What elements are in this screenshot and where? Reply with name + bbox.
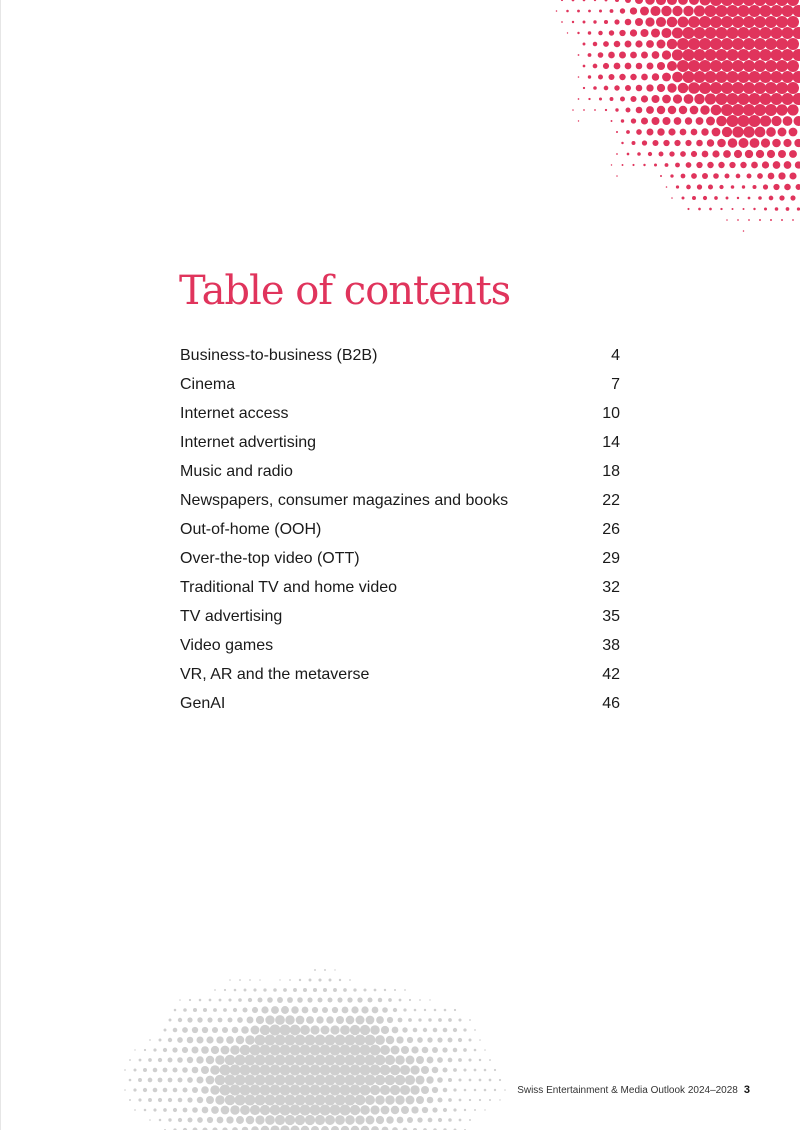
toc-entry-page: 46 [602, 694, 620, 712]
toc-entry-page: 35 [602, 607, 620, 625]
toc-entry-label: VR, AR and the metaverse [180, 665, 370, 683]
toc-entry[interactable] [180, 544, 620, 573]
toc-entry[interactable] [180, 689, 620, 718]
toc-entry[interactable] [180, 457, 620, 486]
toc-entry[interactable] [180, 370, 620, 399]
toc-entry-page: 14 [602, 433, 620, 451]
toc-entry-label: Internet access [180, 404, 289, 422]
toc-entry[interactable] [180, 515, 620, 544]
toc-list [180, 341, 620, 718]
toc-entry-label: Over-the-top video (OTT) [180, 549, 360, 567]
halftone-pattern-bottom [120, 960, 540, 1130]
toc-entry-label: Out-of-home (OOH) [180, 520, 322, 538]
halftone-pattern-top [540, 0, 800, 250]
toc-entry-label: Video games [180, 636, 274, 654]
toc-entry-page: 42 [602, 665, 620, 683]
footer-page-number: 3 [743, 1084, 750, 1096]
page-footer [517, 1084, 750, 1096]
toc-entry-label: Business-to-business (B2B) [180, 346, 378, 364]
toc-entry-page: 4 [611, 346, 620, 364]
toc-entry-label: TV advertising [180, 607, 283, 625]
toc-entry-label: Music and radio [180, 462, 293, 480]
toc-entry[interactable] [180, 399, 620, 428]
toc-entry[interactable] [180, 341, 620, 370]
toc-entry-page: 18 [602, 462, 620, 480]
toc-entry[interactable] [180, 573, 620, 602]
toc-entry-label: Internet advertising [180, 433, 317, 451]
toc-entry[interactable] [180, 428, 620, 457]
toc-entry-label: Cinema [180, 375, 236, 393]
toc-entry[interactable] [180, 602, 620, 631]
toc-entry-page: 22 [602, 491, 620, 509]
toc-entry-page: 26 [602, 520, 620, 538]
toc-entry-page: 32 [602, 578, 620, 596]
toc-entry-label: GenAI [180, 694, 226, 712]
toc-entry[interactable] [180, 660, 620, 689]
toc-entry-label: Newspapers, consumer magazines and books [180, 491, 509, 509]
toc-entry[interactable] [180, 631, 620, 660]
page-title: Table of contents [179, 268, 511, 314]
page-left-edge [0, 0, 1, 1130]
toc-entry-page: 38 [602, 636, 620, 654]
toc-entry-page: 29 [602, 549, 620, 567]
toc-entry-page: 7 [611, 375, 620, 393]
toc-entry-page: 10 [602, 404, 620, 422]
footer-publication: Swiss Entertainment & Media Outlook 2024–2028 [517, 1085, 738, 1096]
toc-entry[interactable] [180, 486, 620, 515]
toc-entry-label: Traditional TV and home video [180, 578, 398, 596]
